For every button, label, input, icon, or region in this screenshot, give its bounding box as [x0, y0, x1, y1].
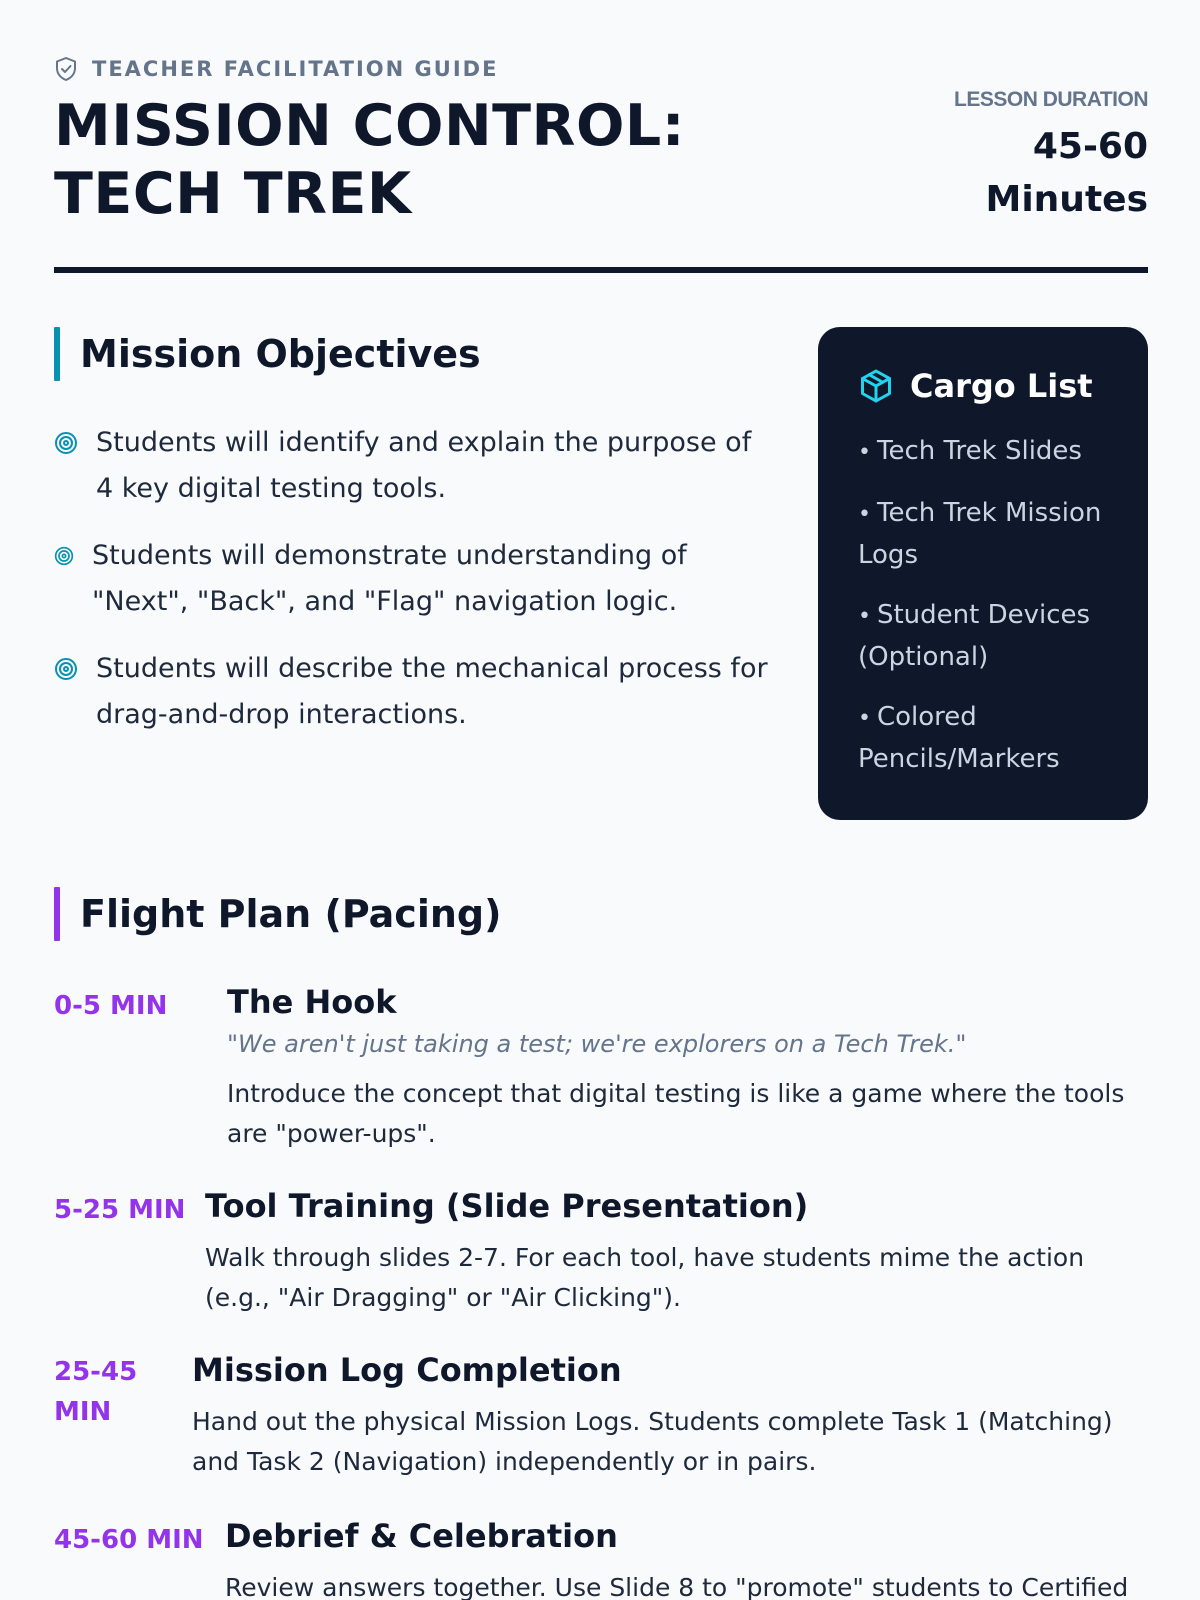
objective-item — [54, 420, 774, 512]
cargo-item-text: Student Devices (Optional) — [858, 600, 1091, 672]
cargo-item — [858, 697, 1118, 779]
phase-title: The Hook — [227, 983, 397, 1021]
phase-quote: "We aren't just taking a test; we're explorers on a Tech Trek." — [227, 1030, 967, 1058]
phase-time: 5-25 MIN — [54, 1195, 186, 1225]
objective-text: Students will describe the mechanical process for drag-and-drop interactions. — [96, 653, 768, 730]
phase-title: Mission Log Completion — [192, 1351, 622, 1389]
cargo-title — [858, 367, 1118, 405]
duration-label: LESSON DURATION — [954, 88, 1148, 111]
cargo-item — [858, 493, 1118, 575]
cargo-title-text: Cargo List — [910, 367, 1093, 405]
bullet-icon: • — [858, 440, 871, 465]
bullet-icon: • — [858, 502, 871, 527]
target-icon — [54, 657, 78, 681]
package-icon — [858, 367, 894, 405]
cargo-item — [858, 431, 1118, 473]
phase-description: Review answers together. Use Slide 8 to "promote" students to Certified — [225, 1573, 1129, 1600]
header-divider — [54, 267, 1148, 273]
phase-body — [227, 980, 1148, 1154]
pacing-timeline — [54, 980, 1148, 1600]
pacing-phase — [54, 980, 1148, 1154]
phase-body — [205, 1184, 1148, 1318]
shield-check-icon — [54, 56, 78, 82]
page-title: MISSION CONTROL: TECH TREK — [54, 93, 686, 227]
bullet-icon: • — [858, 604, 871, 629]
cargo-item-text: Tech Trek Slides — [876, 436, 1082, 466]
facilitation-guide — [54, 0, 1148, 1600]
phase-description: Walk through slides 2-7. For each tool, have students mime the action (e.g., "Air Dragging" or "Air Clicking"). — [205, 1243, 1085, 1312]
phase-body — [225, 1514, 1148, 1600]
phase-description: Hand out the physical Mission Logs. Students complete Task 1 (Matching) and Task 2 (Navigation) independently or in pairs. — [192, 1407, 1113, 1476]
phase-time: 0-5 MIN — [54, 991, 168, 1021]
cargo-items — [858, 431, 1118, 779]
phase-body — [192, 1348, 1148, 1482]
objective-text: Students will identify and explain the purpose of 4 key digital testing tools. — [96, 427, 752, 504]
phase-time: 25-45 MIN — [54, 1357, 138, 1427]
duration-value: 45-60 Minutes — [985, 126, 1148, 220]
cargo-item-text: Tech Trek Mission Logs — [858, 498, 1102, 570]
cargo-item-text: Colored Pencils/Markers — [858, 702, 1060, 774]
bullet-icon: • — [858, 706, 871, 731]
cargo-list-card — [818, 327, 1148, 820]
kicker-text: TEACHER FACILITATION GUIDE — [92, 57, 499, 81]
objective-item — [54, 533, 774, 625]
objectives-list — [54, 420, 774, 759]
objective-item — [54, 646, 774, 738]
target-icon — [54, 546, 74, 566]
phase-description: Introduce the concept that digital testing is like a game where the tools are "power-ups". — [227, 1079, 1125, 1148]
phase-title: Debrief & Celebration — [225, 1517, 618, 1555]
flight-plan-accent-bar — [54, 887, 60, 941]
lesson-duration — [888, 88, 1148, 226]
flight-plan-heading-text: Flight Plan (Pacing) — [80, 892, 502, 936]
objectives-accent-bar — [54, 327, 60, 381]
cargo-item — [858, 595, 1118, 677]
pacing-phase — [54, 1348, 1148, 1482]
objectives-heading-text: Mission Objectives — [80, 332, 481, 376]
phase-title: Tool Training (Slide Presentation) — [205, 1187, 809, 1225]
objective-text: Students will demonstrate understanding of "Next", "Back", and "Flag" navigation logic. — [92, 540, 687, 617]
pacing-phase — [54, 1184, 1148, 1318]
target-icon — [54, 431, 78, 455]
phase-time: 45-60 MIN — [54, 1525, 204, 1555]
objectives-heading — [54, 327, 481, 381]
flight-plan-heading — [54, 887, 501, 941]
pacing-phase — [54, 1514, 1148, 1600]
guide-kicker — [54, 56, 498, 82]
